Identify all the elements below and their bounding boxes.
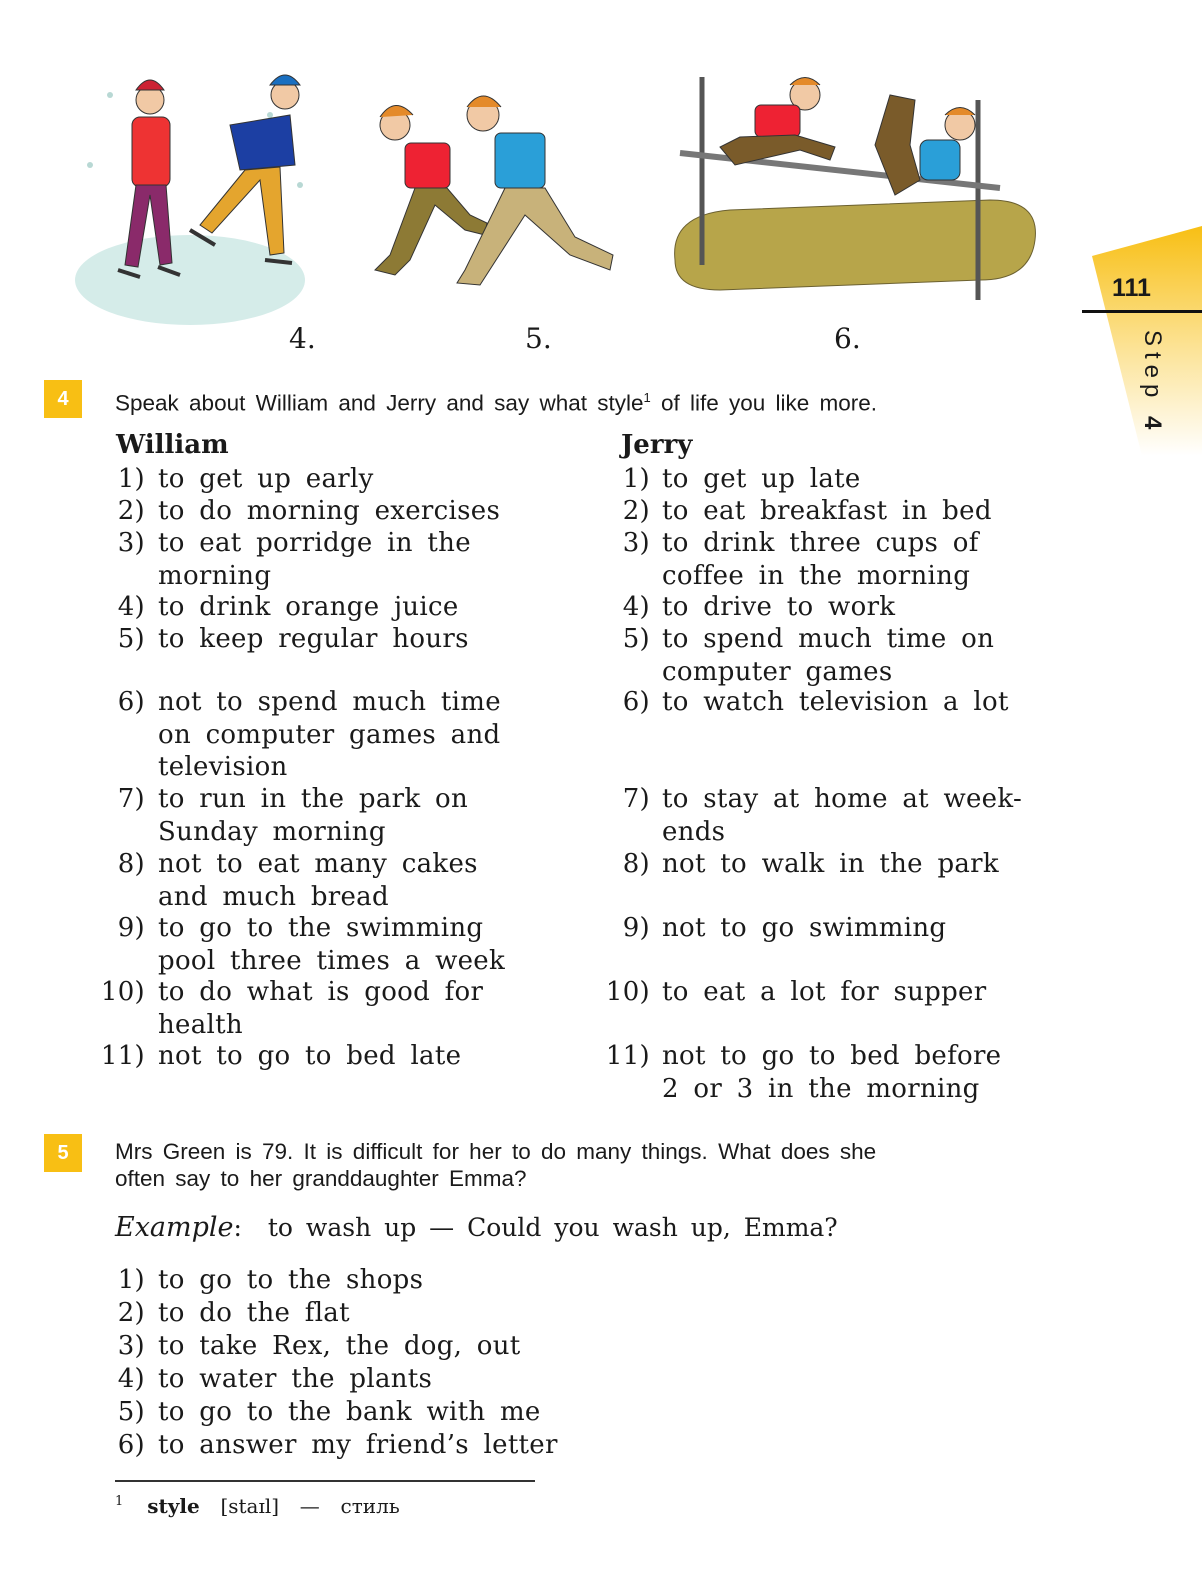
footnote-translation: стиль (340, 1494, 400, 1518)
item-number: 10) (605, 977, 650, 1007)
footnote-dash: — (299, 1494, 320, 1518)
item-text: to spend much time on (662, 624, 995, 654)
footnote-rule (115, 1480, 535, 1482)
item-number: 2) (622, 496, 650, 526)
item-number: 9) (622, 913, 650, 943)
item-text: and much bread (158, 881, 389, 912)
exercise-5-instruction (115, 1138, 876, 1192)
item-text: on computer games and (158, 719, 501, 750)
item-number: 5) (117, 1397, 145, 1427)
item-number: 5) (117, 624, 145, 654)
item-number: 3) (117, 1331, 145, 1361)
item-number: 6) (117, 1430, 145, 1460)
item-text: to eat breakfast in bed (662, 496, 992, 526)
item-text: not to go to bed before (662, 1041, 1002, 1071)
example-text: to wash up — Could you wash up, Emma? (267, 1213, 838, 1242)
item-number: 2) (117, 1298, 145, 1328)
instruction-line-1: Mrs Green is 79. It is difficult for her to do many things. What does she (115, 1139, 877, 1164)
item-number: 7) (622, 784, 650, 814)
item-text: to water the plants (158, 1364, 433, 1394)
item-text: not to eat many cakes (158, 849, 478, 879)
item-text: ends (662, 816, 726, 847)
item-text: to go to the bank with me (158, 1397, 541, 1427)
item-text: pool three times a week (158, 945, 506, 976)
item-text: to go to the shops (158, 1265, 424, 1295)
item-number: 1) (117, 464, 145, 494)
footnote (115, 1494, 400, 1518)
item-number: 1) (117, 1265, 145, 1295)
item-number: 8) (622, 849, 650, 879)
item-text: Sunday morning (158, 816, 386, 847)
item-text: 2 or 3 in the morning (662, 1073, 980, 1104)
item-number: 11) (605, 1041, 650, 1071)
item-number: 11) (100, 1041, 145, 1071)
example-colon: : (233, 1213, 242, 1242)
item-text: to watch television a lot (662, 687, 1009, 717)
tab-divider (1082, 310, 1202, 313)
item-text: to drive to work (662, 592, 896, 622)
footnote-transcription: [staɪl] (220, 1494, 280, 1518)
exercise-4-instruction (115, 384, 877, 417)
item-text: to do morning exercises (158, 496, 501, 526)
item-text: not to spend much time (158, 687, 501, 717)
item-number: 6) (622, 687, 650, 717)
item-number: 4) (117, 1364, 145, 1394)
step-word: Step (1139, 330, 1166, 404)
picture-label-6: 6. (834, 322, 861, 355)
item-text: to drink orange juice (158, 592, 459, 622)
item-text: health (158, 1009, 243, 1040)
item-number: 1) (622, 464, 650, 494)
picture-label-4: 4. (289, 322, 316, 355)
step-number: 4 (1139, 416, 1166, 436)
william-heading: William (116, 430, 229, 460)
footnote-ref: 1 (643, 390, 651, 405)
item-number: 3) (117, 528, 145, 558)
page-number: 111 (1112, 274, 1151, 302)
item-text: morning (158, 560, 272, 591)
item-text: not to go to bed late (158, 1041, 462, 1071)
item-text: to take Rex, the dog, out (158, 1331, 521, 1361)
item-number: 7) (117, 784, 145, 814)
item-text: to get up late (662, 464, 861, 494)
instruction-line-2: often say to her granddaughter Emma? (115, 1166, 527, 1191)
item-number: 6) (117, 687, 145, 717)
item-text: to do the flat (158, 1298, 350, 1328)
item-text: to do what is good for (158, 977, 484, 1007)
item-number: 9) (117, 913, 145, 943)
item-number: 3) (622, 528, 650, 558)
item-text: to keep regular hours (158, 624, 469, 654)
illustration-high-jump (660, 55, 1045, 325)
picture-label-5: 5. (525, 322, 552, 355)
illustration-running (365, 55, 630, 325)
exercise-5-badge: 5 (44, 1134, 82, 1172)
item-text: to drink three cups of (662, 528, 979, 558)
instruction-text-a: Speak about William and Jerry and say what style (115, 390, 644, 416)
item-text: not to walk in the park (662, 849, 999, 879)
item-text: to answer my friend’s letter (158, 1430, 558, 1460)
item-text: to run in the park on (158, 784, 469, 814)
item-text: to eat porridge in the (158, 528, 471, 558)
footnote-word: style (147, 1494, 200, 1518)
item-number: 2) (117, 496, 145, 526)
exercise-4-badge: 4 (44, 380, 82, 418)
item-number: 10) (100, 977, 145, 1007)
jerry-heading: Jerry (621, 430, 693, 460)
item-text: to eat a lot for supper (662, 977, 987, 1007)
item-text: not to go swimming (662, 913, 947, 943)
item-number: 4) (622, 592, 650, 622)
item-text: television (158, 752, 288, 782)
item-text: coffee in the morning (662, 560, 971, 591)
item-text: to go to the swimming (158, 913, 484, 943)
item-text: to stay at home at week- (662, 784, 1023, 814)
item-number: 8) (117, 849, 145, 879)
illustration-skating (70, 55, 320, 325)
footnote-mark: 1 (115, 1494, 124, 1510)
item-number: 4) (117, 592, 145, 622)
item-text: to get up early (158, 464, 374, 494)
example-line (115, 1212, 838, 1243)
step-label (1136, 330, 1166, 435)
item-text: computer games (662, 656, 893, 687)
instruction-text-b: of life you like more. (650, 390, 878, 416)
item-number: 5) (622, 624, 650, 654)
example-label: Example (115, 1212, 234, 1243)
